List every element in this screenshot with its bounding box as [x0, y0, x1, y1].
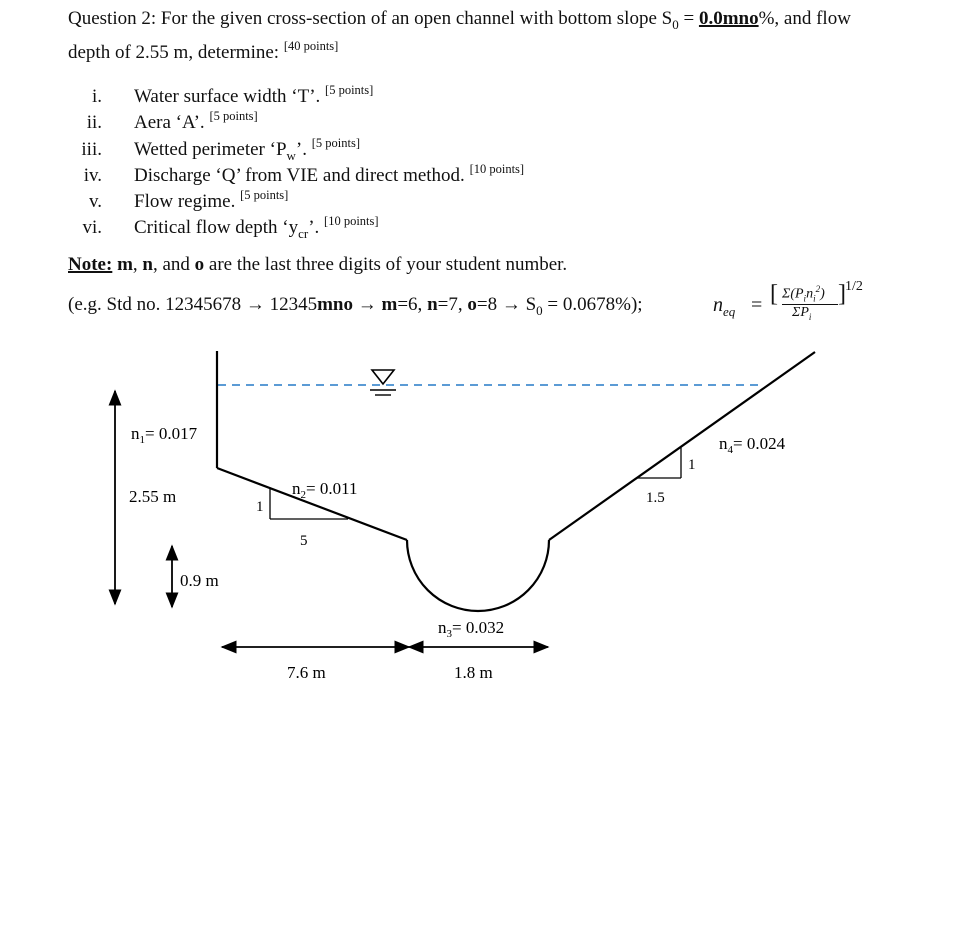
semicircle-bottom: [407, 540, 549, 611]
task-text-tail: ’.: [295, 139, 307, 160]
example-bold: o: [467, 294, 477, 315]
slope-value: 0.0mno: [698, 8, 759, 29]
example-subscript: 0: [536, 302, 543, 318]
note-sep: ,: [132, 254, 143, 275]
slope1-horizontal-label: 5: [300, 533, 308, 549]
task-points: [5 points]: [209, 109, 258, 123]
task-points: [5 points]: [240, 188, 289, 202]
n3-label: $n_3= 0.032$: [438, 618, 505, 640]
formula-num-n: n: [806, 286, 814, 302]
slope2-vertical-label: 1: [688, 457, 696, 473]
formula-eq-sub: eq: [723, 304, 736, 319]
width-1-8-label: 1.8 m: [454, 663, 493, 682]
example-bold: n: [427, 294, 438, 315]
question-text-2: depth of 2.55 m, determine:: [68, 42, 284, 63]
depth-label: 2.55 m: [129, 487, 177, 506]
formula-equals: =: [751, 294, 763, 316]
task-number: i.: [91, 86, 102, 107]
note-text: are the last three digits of your student number.: [204, 254, 568, 275]
formula-exponent: 1/2: [845, 279, 863, 294]
task-text: Discharge ‘Q’ from VIE and direct method.: [134, 165, 465, 186]
formula-num-sub2: i: [813, 293, 816, 304]
note-n: n: [142, 254, 153, 275]
formula-num-a: Σ(P: [782, 286, 804, 302]
formula-num-sup: 2: [815, 284, 821, 294]
task-number: iv.: [83, 165, 102, 186]
arc-depth-label: 0.9 m: [180, 571, 219, 590]
water-level-symbol: [370, 370, 396, 395]
task-number: v.: [88, 191, 102, 212]
equals-sign: =: [678, 8, 699, 29]
formula-bracket-left: [: [770, 281, 778, 307]
example-text: =8 → S: [476, 294, 537, 315]
formula-bracket-right: ]: [838, 281, 846, 307]
note-m: m: [117, 254, 133, 275]
example-text: = 0.0678%);: [542, 294, 643, 315]
example-arrow: →: [353, 294, 382, 315]
formula-den-sub: i: [808, 311, 812, 322]
example-bold: m: [381, 294, 398, 315]
slope-subscript: 0: [672, 16, 679, 32]
task-text: Critical flow depth ‘y: [134, 217, 299, 238]
n2-label: $n_2= 0.011$: [292, 479, 358, 501]
task-text-tail: ’.: [308, 217, 320, 238]
question-points: [40 points]: [283, 39, 339, 53]
task-number: vi.: [82, 217, 102, 238]
slope1-vertical-label: 1: [256, 499, 264, 515]
example-text: (e.g. Std no. 12345678 → 12345: [68, 294, 318, 315]
example-text: =6,: [397, 294, 428, 315]
task-points: [10 points]: [469, 162, 525, 176]
task-points: [5 points]: [311, 136, 361, 150]
width-7-6-label: 7.6 m: [287, 663, 326, 682]
task-subscript: w: [286, 147, 296, 163]
formula-num-close: ): [820, 286, 825, 302]
task-text: Water surface width ‘T’.: [134, 86, 321, 107]
formula-n: n: [713, 294, 723, 316]
example-bold: mno: [317, 294, 354, 315]
example-text: =7,: [437, 294, 468, 315]
task-text: Flow regime.: [134, 191, 236, 212]
question-text-end: %, and flow: [758, 8, 851, 29]
task-number: iii.: [81, 139, 102, 160]
task-points: [10 points]: [324, 214, 379, 228]
task-number: ii.: [86, 112, 102, 133]
note-o: o: [194, 254, 205, 275]
task-subscript: cr: [298, 225, 309, 241]
slope2-horizontal-label: 1.5: [646, 490, 665, 506]
n1-label: $n_1= 0.017$: [131, 424, 198, 446]
question-text: Question 2: For the given cross-section of an open channel with bottom slope S: [68, 8, 673, 29]
note-sep: , and: [152, 254, 195, 275]
task-text: Wetted perimeter ‘P: [134, 139, 287, 160]
task-text: Aera ‘A’.: [134, 112, 205, 133]
task-points: [5 points]: [325, 83, 374, 97]
formula-den-a: ΣP: [792, 305, 809, 320]
note-label: Note:: [68, 254, 113, 275]
n4-label: $n_4= 0.024$: [719, 434, 786, 456]
formula-num-sub: i: [803, 293, 807, 304]
